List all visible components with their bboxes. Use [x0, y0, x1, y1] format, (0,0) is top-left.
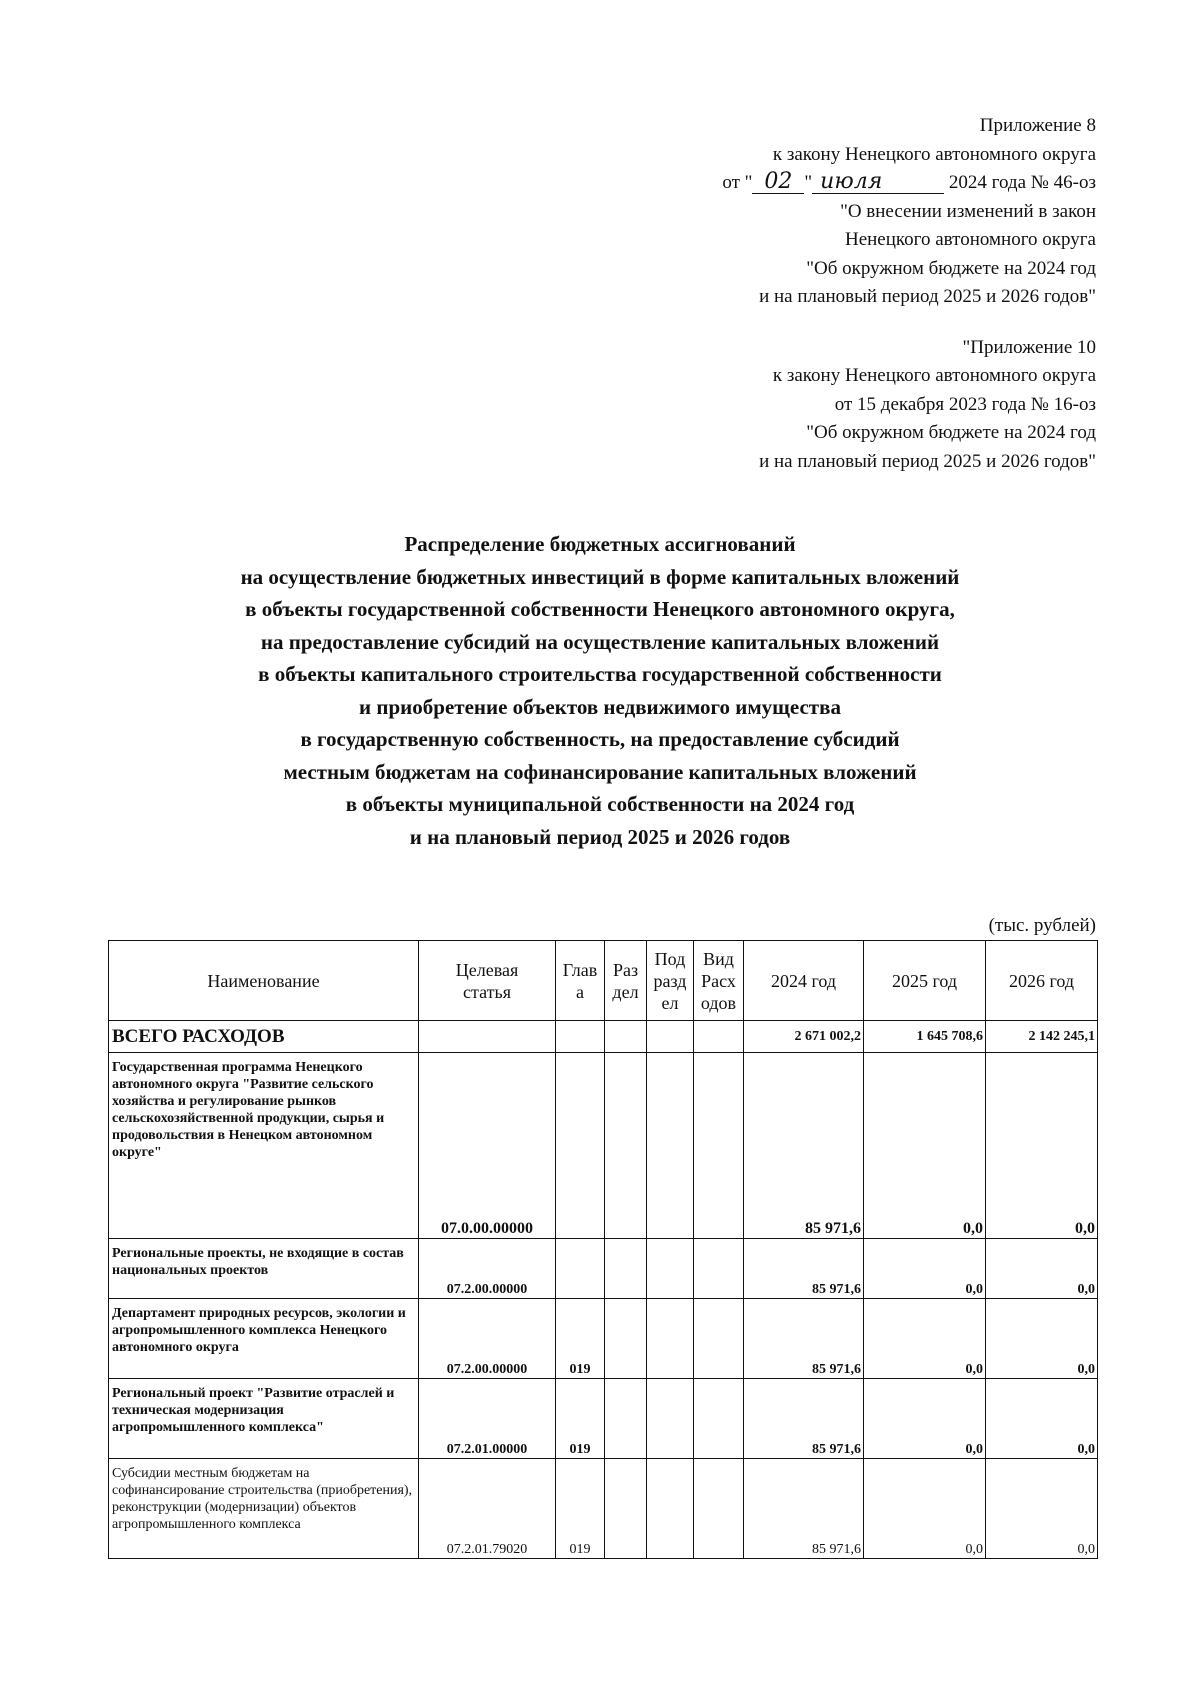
col-header-section: Раз дел	[605, 941, 647, 1021]
row-name: Региональный проект "Развитие отраслей и техническая модернизация агропромышленного комплекса"	[109, 1379, 419, 1459]
amend-line-4: и на плановый период 2025 и 2026 годов"	[759, 286, 1096, 307]
row-2026: 0,0	[986, 1459, 1098, 1559]
budget-2-line-2: и на плановый период 2025 и 2026 годов"	[759, 450, 1096, 472]
amend-line-1: "О внесении изменений в закон	[840, 200, 1096, 222]
row-subsection	[647, 1053, 694, 1239]
row-type	[694, 1021, 744, 1053]
row-2024: 85 971,6	[744, 1239, 864, 1299]
row-name: ВСЕГО РАСХОДОВ	[109, 1021, 419, 1053]
appendix-2-label: "Приложение 10	[962, 336, 1096, 358]
col-header-target: Целевая статья	[419, 941, 556, 1021]
row-2025: 0,0	[864, 1299, 986, 1379]
row-2026: 0,0	[986, 1239, 1098, 1299]
title-line: и приобретение объектов недвижимого имущества	[359, 694, 841, 719]
row-2026: 0,0	[986, 1379, 1098, 1459]
row-name: Субсидии местным бюджетам на софинансирование строительства (приобретения), реконструкции (модернизации) объектов агропромышленного комплекса	[109, 1459, 419, 1559]
col-header-2026: 2026 год	[986, 941, 1098, 1021]
title-line: в государственную собственность, на предоставление субсидий	[300, 727, 900, 751]
title-line: в объекты государственной собственности Ненецкого автономного округа,	[245, 597, 955, 621]
row-subsection	[647, 1299, 694, 1379]
row-2024: 85 971,6	[744, 1299, 864, 1379]
row-2026: 2 142 245,1	[986, 1021, 1098, 1053]
row-type	[694, 1299, 744, 1379]
col-header-subsection: Под разд ел	[647, 941, 694, 1021]
row-2025: 1 645 708,6	[864, 1021, 986, 1053]
row-2024: 85 971,6	[744, 1053, 864, 1239]
row-target: 07.2.01.00000	[419, 1379, 556, 1459]
col-header-type: Вид Расх одов	[694, 941, 744, 1021]
row-name: Департамент природных ресурсов, экологии и агропромышленного комплекса Ненецкого автономного округа	[109, 1299, 419, 1379]
row-section	[605, 1379, 647, 1459]
col-header-chief: Глав а	[556, 941, 605, 1021]
row-2024: 85 971,6	[744, 1379, 864, 1459]
row-subsection	[647, 1379, 694, 1459]
row-2025: 0,0	[864, 1459, 986, 1559]
row-name: Региональные проекты, не входящие в состав национальных проектов	[109, 1239, 419, 1299]
table-header-row	[109, 941, 1098, 1021]
document-title	[0, 528, 1200, 853]
col-header-2024: 2024 год	[744, 941, 864, 1021]
row-2024: 85 971,6	[744, 1459, 864, 1559]
row-chief	[556, 1239, 605, 1299]
row-chief: 019	[556, 1379, 605, 1459]
date-quote: "	[804, 172, 813, 193]
row-2025: 0,0	[864, 1379, 986, 1459]
table-row	[109, 1299, 1098, 1379]
row-type	[694, 1379, 744, 1459]
units-label: (тыс. рублей)	[988, 915, 1096, 936]
row-subsection	[647, 1459, 694, 1559]
row-2024: 2 671 002,2	[744, 1021, 864, 1053]
row-type	[694, 1239, 744, 1299]
row-subsection	[647, 1239, 694, 1299]
handwritten-day: 02	[752, 171, 804, 194]
handwritten-month: июля	[812, 171, 944, 194]
law-reference: к закону Ненецкого автономного округа	[772, 143, 1096, 165]
title-line: Распределение бюджетных ассигнований	[404, 532, 796, 556]
row-subsection	[647, 1021, 694, 1053]
row-target: 07.2.00.00000	[419, 1299, 556, 1379]
table-row	[109, 1053, 1098, 1239]
law-2-date: от 15 декабря 2023 года № 16-оз	[834, 393, 1096, 415]
row-section	[605, 1053, 647, 1239]
date-prefix: от "	[722, 172, 753, 193]
row-section	[605, 1459, 647, 1559]
row-section	[605, 1021, 647, 1053]
law-2-reference: к закону Ненецкого автономного округа	[772, 365, 1096, 386]
title-line: местным бюджетам на софинансирование капитальных вложений	[283, 759, 917, 784]
col-header-2025: 2025 год	[864, 941, 986, 1021]
row-section	[605, 1299, 647, 1379]
row-target: 07.0.00.00000	[419, 1053, 556, 1239]
row-2025: 0,0	[864, 1053, 986, 1239]
row-chief	[556, 1053, 605, 1239]
title-line: на осуществление бюджетных инвестиций в форме капитальных вложений	[240, 564, 960, 589]
row-chief: 019	[556, 1459, 605, 1559]
row-type	[694, 1459, 744, 1559]
budget-2-line-1: "Об окружном бюджете на 2024 год	[806, 422, 1096, 443]
row-name: Государственная программа Ненецкого автономного округа "Развитие сельского хозяйства и регулирование рынков сельскохозяйственной продукции, сырья и продовольствия в Ненецком автономном округе"	[109, 1053, 419, 1239]
table-row	[109, 1021, 1098, 1053]
law-date-line	[722, 169, 1096, 198]
document-header	[722, 112, 1096, 476]
amend-line-3: "Об окружном бюджете на 2024 год	[806, 257, 1096, 279]
row-2026: 0,0	[986, 1299, 1098, 1379]
row-type	[694, 1053, 744, 1239]
row-2025: 0,0	[864, 1239, 986, 1299]
date-suffix: 2024 года № 46-оз	[944, 172, 1096, 193]
amend-line-2: Ненецкого автономного округа	[844, 229, 1096, 250]
budget-table	[108, 940, 1098, 1559]
title-line: на предоставление субсидий на осуществление капитальных вложений	[260, 629, 940, 654]
row-2026: 0,0	[986, 1053, 1098, 1239]
row-chief	[556, 1021, 605, 1053]
row-chief: 019	[556, 1299, 605, 1379]
appendix-label: Приложение 8	[979, 115, 1096, 136]
col-header-name: Наименование	[109, 941, 419, 1021]
title-line: и на плановый период 2025 и 2026 годов	[409, 824, 791, 849]
title-line: в объекты муниципальной собственности на 2024 год	[345, 792, 855, 816]
title-line: в объекты капитального строительства государственной собственности	[258, 662, 942, 686]
row-target	[419, 1021, 556, 1053]
table-row	[109, 1239, 1098, 1299]
table-row	[109, 1379, 1098, 1459]
table-row	[109, 1459, 1098, 1559]
row-target: 07.2.01.79020	[419, 1459, 556, 1559]
row-section	[605, 1239, 647, 1299]
row-target: 07.2.00.00000	[419, 1239, 556, 1299]
